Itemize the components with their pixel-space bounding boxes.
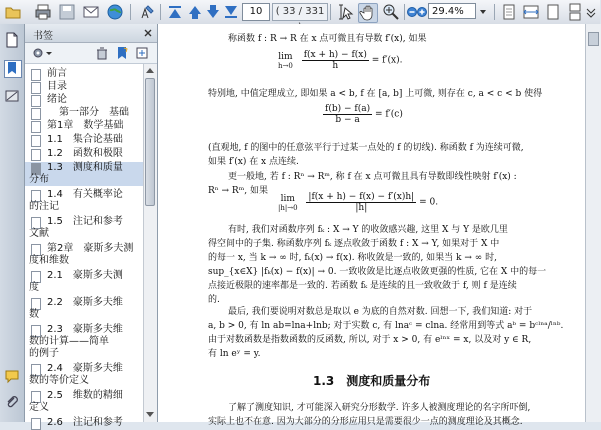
single-page-icon[interactable] [544, 3, 562, 21]
doc-text-line: 由于对数函数是指数函数的反函数, 所以, 对于 x > 0, 有 eˡⁿˣ = x, 以及对 y ∈ R, [208, 335, 532, 345]
bookmark-item[interactable]: 第1章 数学基础 [25, 120, 143, 132]
doc-text-line: 实际上也不在意. 因为大部分的分形应用只是需要很少一点的测度理论及其概念. [208, 417, 523, 427]
bookmark-page-icon [31, 69, 41, 81]
email-icon[interactable] [82, 3, 100, 21]
doc-text-line: 了解了测度知识, 才可能深入研究分形数学. 许多人被测度理论的名字所吓倒, [228, 403, 531, 413]
zoom-tool-icon[interactable] [382, 3, 400, 21]
select-text-icon[interactable] [336, 3, 354, 21]
bookmark-item[interactable]: 2.6 注记和参考 [25, 417, 143, 429]
doc-text-line: 最后, 我们要说明对数总是取以 e 为底的自然对数. 回想一下, 我们知道: 对于 [228, 307, 533, 317]
bookmark-item[interactable]: 前言 [25, 68, 143, 80]
scroll-up-arrow-icon[interactable] [146, 68, 154, 73]
save-icon[interactable] [58, 3, 76, 21]
bookmark-page-icon [31, 95, 41, 107]
bookmark-item-selected[interactable]: 1.3 测度和质量 分布 [25, 162, 143, 186]
bookmarks-scroll-thumb[interactable] [145, 78, 155, 206]
doc-text-line: 特别地, 中值定理成立, 即如果 a < b, f 在 [a, b] 上可微, 则存在 c, a < c < b 使得 [208, 89, 543, 99]
equation-derivative: lim h→0 $\frac{f(x + h) - f(x)}{h}$ = f′(x). [278, 50, 403, 71]
document-scrollbar[interactable] [585, 24, 601, 422]
zoom-dropdown-chevron-icon[interactable] [478, 3, 488, 21]
options-chevron-down-icon[interactable] [45, 47, 53, 59]
scroll-down-arrow-icon[interactable] [146, 412, 154, 417]
document-scroll-thumb[interactable] [588, 32, 599, 46]
doc-text-line: 有 ln eʸ = y. [208, 349, 261, 359]
bookmarks-panel-header [25, 24, 157, 43]
equation-differentiable: lim |h|→0 $\frac{|f(x + h) - f(x) - f'(x)h|}{|h|}$ = 0. [278, 192, 439, 213]
bookmark-item[interactable]: 绪论 [25, 94, 143, 106]
web-globe-icon[interactable] [106, 3, 124, 21]
bookmark-item[interactable]: 目录 [25, 81, 143, 93]
close-icon[interactable] [143, 28, 153, 38]
delete-bookmark-icon[interactable] [95, 46, 109, 60]
last-page-icon[interactable] [222, 3, 240, 21]
bookmark-item[interactable]: 2.5 维数的精细 定义 [29, 390, 123, 413]
bookmarks-panel [25, 24, 158, 428]
new-bookmark-icon[interactable] [115, 46, 129, 60]
doc-text-line: 有时, 我们对函数序列 fₖ : X → Y 的收敛感兴趣, 这里 X 与 Y 是欧几里 [228, 225, 508, 235]
bookmarks-panel-title: 书签 [33, 31, 53, 42]
page-count: ( 33 / 331 [272, 3, 328, 21]
bookmark-item[interactable]: 第2章 豪斯多夫测 度和维数 [29, 243, 134, 266]
bookmark-page-icon [31, 418, 41, 430]
section-heading: 1.3 测度和质量分布 [313, 374, 431, 388]
continuous-page-icon[interactable] [566, 3, 584, 21]
bookmark-page-icon [31, 149, 41, 161]
doc-text-line: 称函数 f : R → R 在 x 点可微且有导数 f′(x), 如果 [228, 34, 427, 44]
page-number-input[interactable]: 10 [242, 3, 270, 21]
comment-tool-icon[interactable] [138, 3, 156, 21]
bookmarks-toolbar [25, 43, 157, 64]
bookmark-item[interactable]: 2.2 豪斯多夫维 数 [29, 297, 123, 320]
doc-text-line: 的每一 x, 当 k → ∞ 时, fₖ(x) → f(x). 称收敛是一致的, 如果当 k → ∞ 时, [208, 253, 497, 263]
doc-text-line: (直观地, f 的图中的任意弦平行于过某一点处的 f 的切线). 称函数 f 为连续可微, [208, 143, 524, 153]
print-icon[interactable] [34, 3, 52, 21]
doc-text-line: a, b > 0, 有 ln ab=lna+lnb; 对于实数 c, 有 lnaᶜ = clna. 经常用到等式 aᵇ = bᶜˡⁿᵃ/ˡⁿᵇ. [208, 321, 564, 331]
bookmark-item[interactable]: 1.2 函数和极限 [25, 148, 143, 160]
bookmarks-tree [25, 64, 143, 428]
doc-text-line: sup_{x∈X} |fₖ(x) − f(x)| → 0. 一致收敛是比逐点收敛更强的性质, 它在 X 中的每一 [208, 267, 547, 277]
fit-width-icon[interactable] [522, 3, 540, 21]
bookmarks-scrollbar[interactable] [143, 64, 157, 422]
bookmark-item[interactable]: 2.4 豪斯多夫维 数的等价定义 [29, 363, 123, 386]
bookmark-item[interactable]: 2.3 豪斯多夫维 数的计算——简单 的例子 [29, 324, 123, 359]
navigation-rail [0, 24, 25, 422]
expand-bookmark-icon[interactable] [135, 46, 149, 60]
first-page-icon[interactable] [166, 3, 184, 21]
signatures-panel-icon[interactable] [4, 88, 20, 104]
zoom-in-icon[interactable] [417, 3, 427, 21]
doc-text-line: 点接近极限的速率都是一致的. 若函数 fₖ 是连续的且一致收敛于 f, 则 f 是连续 [208, 281, 517, 291]
bookmark-page-icon [31, 82, 41, 94]
document-page [158, 24, 585, 427]
comments-panel-icon[interactable] [4, 368, 20, 384]
zoom-level-input[interactable]: 29.4% [428, 3, 476, 19]
hand-tool-icon[interactable] [358, 3, 378, 23]
doc-text-line: 如果 f′(x) 在 x 点连续. [208, 157, 299, 167]
bookmark-page-icon [31, 108, 41, 120]
doc-text-line: 得空间中的子集. 称函数序列 fₖ 逐点收敛于函数 f : X → Y, 如果对于 X 中 [208, 239, 500, 249]
bookmark-item[interactable]: 1.1 集合论基础 [25, 134, 143, 146]
bookmark-item[interactable]: 2.1 豪斯多夫测 度 [29, 270, 123, 293]
zoom-out-icon[interactable] [407, 3, 417, 21]
bookmark-item[interactable]: 第一部分 基础 [25, 107, 143, 119]
doc-text-line: 的. [208, 295, 220, 305]
bookmark-item[interactable]: 1.5 注记和参考 文献 [29, 216, 123, 239]
bookmark-item[interactable]: 1.4 有关概率论 的注记 [29, 189, 123, 212]
bookmark-page-icon [31, 135, 41, 147]
fit-page-icon[interactable] [500, 3, 518, 21]
open-folder-icon[interactable] [4, 3, 22, 21]
next-page-icon[interactable] [204, 3, 222, 21]
doc-text-line: Rⁿ → Rᵐ, 如果 [208, 186, 268, 196]
attachments-paperclip-icon[interactable] [4, 394, 20, 410]
doc-text-line: 更一般地, 若 f : Rⁿ → Rᵐ, 称 f 在 x 点可微且具有导数即线性映射 f′(x) : [228, 172, 517, 182]
previous-page-icon[interactable] [186, 3, 204, 21]
pages-panel-icon[interactable] [4, 32, 20, 48]
toolbar [0, 0, 600, 25]
options-gear-icon[interactable] [31, 46, 45, 60]
toolbar-more-chevron-icon[interactable] [584, 3, 598, 21]
bookmark-page-icon [31, 121, 41, 133]
equation-mean-value: $\frac{f(b) - f(a)}{b - a}$ = f′(c) [325, 104, 403, 125]
bookmarks-panel-icon[interactable] [4, 60, 22, 78]
